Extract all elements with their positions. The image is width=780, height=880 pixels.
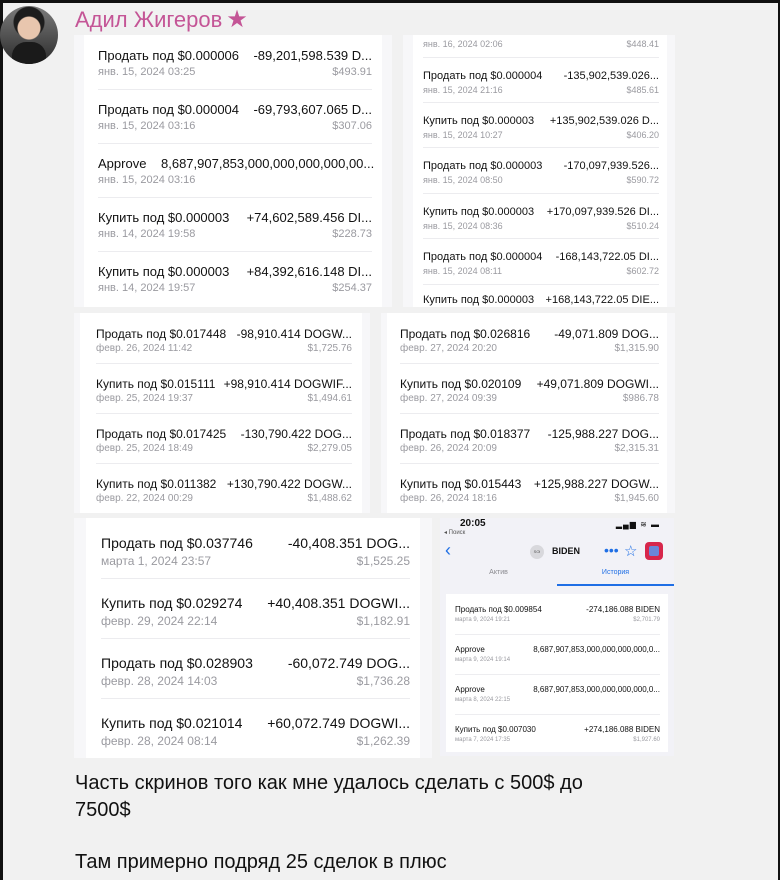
transaction-title: Купить под $0.015111	[96, 377, 216, 391]
transaction-usd: $1,945.60	[614, 493, 659, 504]
transaction-amount: +274,186.088 BIDEN	[584, 725, 660, 734]
transaction-title: Купить под $0.000003	[98, 210, 230, 225]
transaction-title: Approve	[455, 645, 485, 654]
transaction-title: Продать под $0.000004	[423, 251, 543, 263]
transaction-usd: $485.61	[626, 85, 659, 95]
transaction-date: янв. 15, 2024 03:16	[98, 120, 196, 132]
transaction-title: Купить под $0.000003	[98, 264, 230, 279]
transaction-amount: +60,072.749 DOGWI...	[267, 715, 410, 731]
frame-border-top	[0, 0, 780, 3]
transaction-date: февр. 28, 2024 14:03	[101, 674, 218, 688]
transaction-usd: $228.73	[332, 228, 372, 240]
transaction-amount: +84,392,616.148 DI...	[246, 264, 372, 279]
transaction-date: янв. 14, 2024 19:57	[98, 282, 196, 294]
transaction-title: Купить под $0.000003	[423, 294, 535, 306]
transaction-amount: -69,793,607.065 D...	[253, 102, 372, 117]
transaction-usd: $986.78	[622, 393, 659, 404]
transaction-title: Продать под $0.009854	[455, 605, 542, 614]
screenshot-phone	[440, 518, 674, 756]
phone-tabs	[440, 566, 674, 586]
phone-clock: 20:05	[460, 518, 486, 529]
transaction-row[interactable]	[423, 238, 659, 285]
transaction-usd: $307.06	[332, 120, 372, 132]
transaction-row[interactable]	[455, 634, 660, 675]
transaction-amount: -168,143,722.05 DI...	[555, 251, 659, 263]
post-text-line-1: Часть скринов того как мне удалось сделать с 500$ до	[75, 772, 583, 794]
transaction-title: Approve	[455, 685, 485, 694]
coin-icon: SOl	[530, 545, 544, 559]
transaction-title: Купить под $0.029274	[101, 595, 243, 611]
transaction-title: Продать под $0.000006	[98, 48, 240, 63]
transaction-amount: -49,071.809 DOG...	[554, 327, 659, 341]
transaction-title: Купить под $0.021014	[101, 715, 243, 731]
transaction-title: Продать под $0.000004	[98, 102, 240, 117]
transaction-amount: +135,902,539.026 D...	[549, 115, 659, 127]
transaction-date: марта 8, 2024 22:15	[455, 697, 511, 703]
transaction-usd: $254.37	[332, 282, 372, 294]
transaction-amount: -135,902,539.026...	[563, 70, 659, 82]
screenshot-1	[74, 35, 392, 307]
transaction-amount: +98,910.414 DOGWIF...	[223, 377, 352, 391]
phone-status-icons: ▂▄▆ ≋ ▬	[615, 520, 660, 529]
transaction-usd: $590.72	[626, 175, 659, 185]
transaction-date: февр. 29, 2024 22:14	[101, 614, 218, 628]
transaction-date: янв. 16, 2024 02:06	[423, 39, 503, 49]
transaction-amount: 8,687,907,853,000,000,000,000,00...	[161, 156, 375, 171]
transaction-amount: -125,988.227 DOG...	[547, 427, 659, 441]
transaction-row[interactable]	[400, 413, 659, 464]
transaction-row[interactable]	[101, 698, 410, 758]
transaction-title: Купить под $0.011382	[96, 477, 217, 491]
frame-border-left	[0, 0, 3, 880]
transaction-date: февр. 25, 2024 19:37	[96, 393, 193, 404]
transaction-date: марта 9, 2024 19:21	[455, 617, 511, 623]
transaction-title: Купить под $0.015443	[400, 477, 522, 491]
transaction-date: февр. 22, 2024 00:29	[96, 493, 193, 504]
transaction-row[interactable]	[98, 89, 372, 144]
transaction-date: янв. 14, 2024 19:58	[98, 228, 196, 240]
transaction-amount: -170,097,939.526...	[563, 160, 659, 172]
screenshot-4	[381, 313, 675, 513]
transaction-row[interactable]	[423, 102, 659, 148]
transaction-amount: -40,408.351 DOG...	[287, 535, 410, 551]
screenshot-2	[403, 35, 675, 307]
transaction-title: Купить под $0.007030	[455, 725, 536, 734]
transaction-amount: -89,201,598.539 D...	[253, 48, 372, 63]
transaction-usd: $1,736.28	[356, 674, 410, 688]
transaction-amount: +125,988.227 DOGW...	[533, 477, 659, 491]
favorite-star-icon[interactable]: ☆	[624, 543, 638, 560]
phone-history-list	[446, 594, 668, 752]
transaction-title: Продать под $0.017425	[96, 427, 227, 441]
transaction-row[interactable]	[455, 714, 660, 754]
transaction-row[interactable]	[98, 143, 375, 198]
transaction-usd: $1,927.60	[633, 737, 660, 743]
transaction-amount: +130,790.422 DOGW...	[226, 477, 352, 491]
transaction-usd: $2,279.05	[307, 443, 352, 454]
transaction-title: Продать под $0.000004	[423, 70, 543, 82]
transaction-date: янв. 15, 2024 03:16	[98, 174, 196, 186]
transaction-row[interactable]	[400, 363, 659, 414]
author-avatar[interactable]	[0, 6, 58, 64]
screenshot-3	[74, 313, 370, 513]
transaction-row[interactable]	[423, 147, 659, 194]
transaction-date: февр. 26, 2024 20:09	[400, 443, 497, 454]
transaction-date: янв. 15, 2024 08:36	[423, 221, 503, 231]
transaction-date: янв. 15, 2024 10:27	[423, 130, 503, 140]
transaction-amount: -60,072.749 DOG...	[287, 655, 410, 671]
token-logo-icon	[645, 542, 663, 560]
transaction-amount: -98,910.414 DOGW...	[236, 327, 352, 341]
transaction-usd: $1,494.61	[307, 393, 352, 404]
transaction-row[interactable]	[101, 638, 410, 699]
transaction-row[interactable]	[455, 594, 660, 635]
transaction-row[interactable]	[98, 197, 372, 252]
transaction-amount: 8,687,907,853,000,000,000,000,0...	[533, 685, 660, 694]
transaction-date: марта 9, 2024 19:14	[455, 657, 511, 663]
transaction-usd: $2,701.79	[633, 617, 660, 623]
transaction-title: Купить под $0.000003	[423, 206, 535, 218]
transaction-title: Продать под $0.018377	[400, 427, 531, 441]
transaction-usd: $1,488.62	[307, 493, 352, 504]
transaction-amount: +74,602,589.456 DI...	[246, 210, 372, 225]
back-chevron-icon[interactable]: ‹	[445, 540, 451, 560]
transaction-row[interactable]	[96, 363, 352, 414]
transaction-amount: +49,071.809 DOGWI...	[536, 377, 659, 391]
transaction-row[interactable]	[101, 518, 410, 579]
transaction-title: Продать под $0.026816	[400, 327, 531, 341]
transaction-title: Продать под $0.037746	[101, 535, 253, 551]
transaction-usd: $1,315.90	[614, 343, 659, 354]
transaction-row[interactable]	[423, 193, 659, 239]
transaction-row[interactable]	[96, 463, 352, 513]
transaction-row[interactable]	[98, 35, 372, 90]
transaction-title: Продать под $0.017448	[96, 327, 227, 341]
transaction-amount: -130,790.422 DOG...	[240, 427, 352, 441]
transaction-date: марта 1, 2024 23:57	[101, 554, 212, 568]
transaction-date: февр. 26, 2024 18:16	[400, 493, 497, 504]
transaction-usd: $602.72	[626, 266, 659, 276]
transaction-date: февр. 27, 2024 09:39	[400, 393, 497, 404]
transaction-date: февр. 25, 2024 18:49	[96, 443, 193, 454]
transaction-amount: -274,186.088 BIDEN	[586, 605, 660, 614]
transaction-row[interactable]	[400, 463, 659, 513]
transaction-amount: +170,097,939.526 DI...	[546, 206, 659, 218]
transaction-usd: $1,725.76	[307, 343, 352, 354]
transaction-date: февр. 26, 2024 11:42	[96, 343, 193, 354]
screenshot-5	[74, 518, 432, 758]
star-icon: ★	[226, 6, 248, 33]
transaction-date: янв. 15, 2024 08:50	[423, 175, 503, 185]
transaction-title: Продать под $0.028903	[101, 655, 253, 671]
tab-assets[interactable]: Актив	[489, 569, 508, 576]
transaction-usd: $510.24	[626, 221, 659, 231]
token-name: BIDEN	[552, 546, 581, 556]
transaction-amount: 8,687,907,853,000,000,000,000,0...	[533, 645, 660, 654]
transaction-date: янв. 15, 2024 21:16	[423, 85, 503, 95]
transaction-row[interactable]	[96, 413, 352, 464]
transaction-usd: $1,182.91	[356, 614, 410, 628]
transaction-row[interactable]	[101, 578, 410, 639]
transaction-usd: $406.20	[626, 130, 659, 140]
transaction-title: Approve	[98, 156, 147, 171]
post-text-line-3: Там примерно подряд 25 сделок в плюс	[75, 851, 447, 873]
author-name[interactable]	[75, 7, 248, 33]
transaction-date: февр. 27, 2024 20:20	[400, 343, 497, 354]
post-text-line-2: 7500$	[75, 799, 131, 821]
transaction-usd: $1,525.25	[356, 554, 410, 568]
transaction-usd: $493.91	[332, 66, 372, 78]
transaction-title: Купить под $0.000003	[423, 115, 535, 127]
transaction-row[interactable]	[423, 35, 659, 58]
transaction-title: Купить под $0.020109	[400, 377, 522, 391]
more-icon[interactable]: •••	[604, 542, 619, 558]
transaction-row[interactable]	[96, 313, 352, 364]
author-name-text: Адил Жигеров	[75, 7, 223, 32]
transaction-usd: $1,262.39	[356, 734, 410, 748]
transaction-date: марта 7, 2024 17:35	[455, 737, 511, 743]
transaction-amount: +40,408.351 DOGWI...	[267, 595, 410, 611]
transaction-amount: +168,143,722.05 DIE...	[545, 294, 659, 306]
transaction-usd: $448.41	[626, 39, 659, 49]
phone-nav-bar	[440, 536, 674, 566]
transaction-title: Продать под $0.000003	[423, 160, 543, 172]
transaction-row[interactable]	[423, 57, 659, 103]
transaction-usd: $2,315.31	[614, 443, 659, 454]
transaction-date: янв. 15, 2024 08:11	[423, 266, 503, 276]
transaction-row[interactable]	[400, 313, 659, 364]
transaction-row[interactable]	[423, 284, 659, 307]
transaction-row[interactable]	[98, 251, 372, 305]
phone-back-search-link[interactable]: ◂ Поиск	[444, 530, 466, 536]
transaction-date: февр. 28, 2024 08:14	[101, 734, 218, 748]
tab-history[interactable]: История	[557, 566, 674, 586]
transaction-date: янв. 15, 2024 03:25	[98, 66, 196, 78]
transaction-row[interactable]	[455, 674, 660, 715]
